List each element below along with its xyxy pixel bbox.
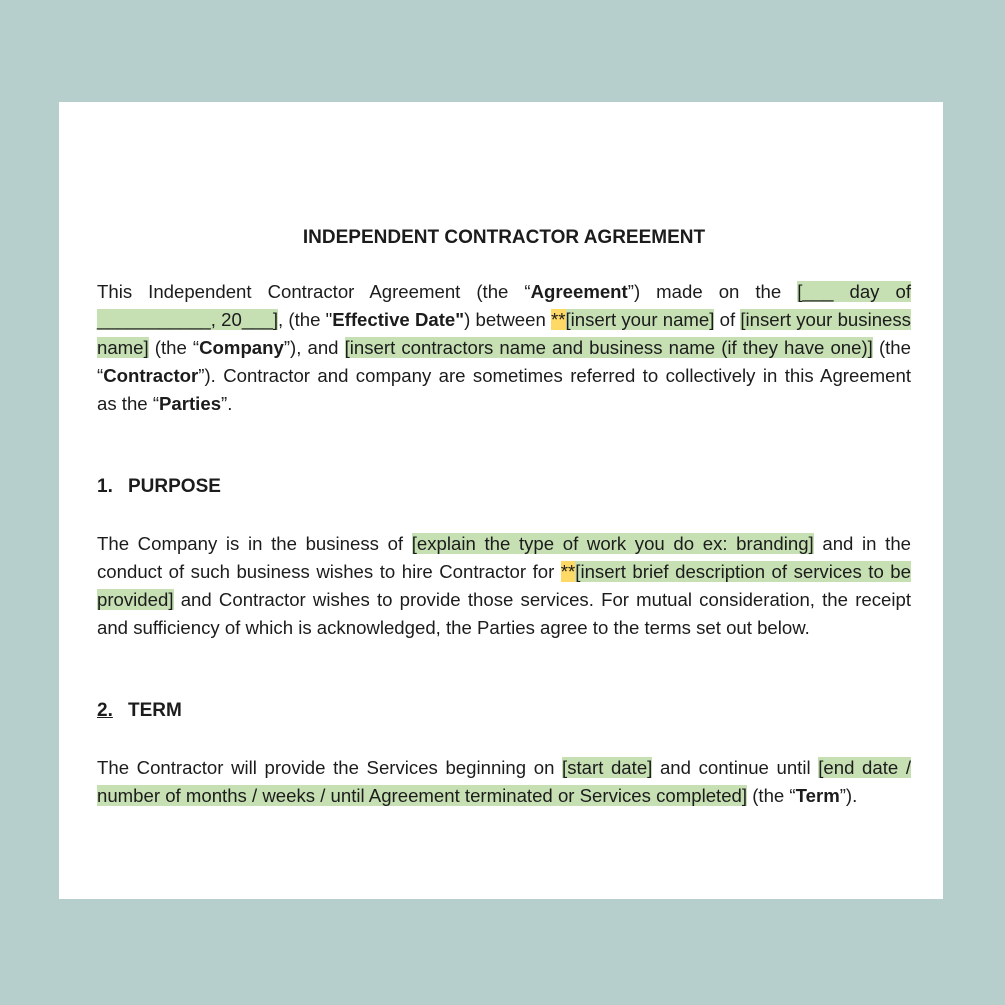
contractor-name-placeholder[interactable]: [insert contractors name and business name (if they have one)] bbox=[344, 337, 873, 358]
intro-text-1: This Independent Contractor Agreement (the “ bbox=[97, 281, 531, 302]
term-term: Term bbox=[795, 785, 840, 806]
purpose-text-1: The Company is in the business of bbox=[97, 533, 412, 554]
asterisk-marker: ** bbox=[560, 561, 576, 582]
intro-text-7: ”), and bbox=[283, 337, 345, 358]
intro-text-4: ) between bbox=[464, 309, 552, 330]
intro-text-5: of bbox=[714, 309, 741, 330]
business-name-placeholder[interactable]: [insert your business name] bbox=[97, 309, 911, 358]
agreement-term: Agreement bbox=[530, 281, 628, 302]
term-paragraph bbox=[97, 754, 911, 810]
intro-text-2: ”) made on the bbox=[627, 281, 798, 302]
term-text-4: ”). bbox=[839, 785, 858, 806]
asterisk-marker: ** bbox=[551, 309, 566, 330]
services-placeholder[interactable]: [insert brief description of services to be provided] bbox=[97, 561, 911, 610]
intro-text-6: (the “ bbox=[148, 337, 200, 358]
work-type-placeholder[interactable]: [explain the type of work you do ex: branding] bbox=[411, 533, 814, 554]
document-title: INDEPENDENT CONTRACTOR AGREEMENT bbox=[302, 227, 706, 248]
section-title: TERM bbox=[128, 700, 182, 721]
purpose-paragraph bbox=[97, 530, 911, 642]
end-date-placeholder[interactable]: [end date / number of months / weeks / until Agreement terminated or Services completed] bbox=[97, 757, 911, 806]
date-placeholder[interactable]: [___ day of ___________, 20___] bbox=[97, 281, 911, 330]
parties-term: Parties bbox=[159, 393, 222, 414]
your-name-placeholder[interactable]: [insert your name] bbox=[565, 309, 715, 330]
purpose-text-2: and in the conduct of such business wishes to hire Contractor for bbox=[97, 533, 911, 582]
term-text-3: (the “ bbox=[747, 785, 796, 806]
intro-text-9: ”). Contractor and company are sometimes referred to collectively in this Agreement as the “ bbox=[97, 365, 911, 414]
purpose-text-3: and Contractor wishes to provide those services. For mutual consideration, the receipt and sufficiency of which is acknowledged, the Parties agree to the terms set out below. bbox=[97, 589, 911, 638]
section-title: PURPOSE bbox=[128, 476, 221, 497]
contractor-term: Contractor bbox=[103, 365, 199, 386]
term-text-2: and continue until bbox=[652, 757, 819, 778]
effective-date-term: Effective Date" bbox=[332, 309, 465, 330]
intro-text-10: ”. bbox=[221, 393, 233, 414]
term-text-1: The Contractor will provide the Services beginning on bbox=[97, 757, 563, 778]
company-term: Company bbox=[199, 337, 284, 358]
intro-text-3: , (the " bbox=[278, 309, 333, 330]
intro-text-8: (the “ bbox=[97, 337, 911, 386]
document-page bbox=[59, 102, 943, 899]
section-heading-term bbox=[97, 699, 911, 723]
section-number: 2. bbox=[97, 700, 113, 721]
section-number: 1. bbox=[97, 476, 113, 497]
start-date-placeholder[interactable]: [start date] bbox=[562, 757, 653, 778]
section-heading-purpose bbox=[97, 475, 911, 499]
intro-paragraph bbox=[97, 278, 911, 418]
